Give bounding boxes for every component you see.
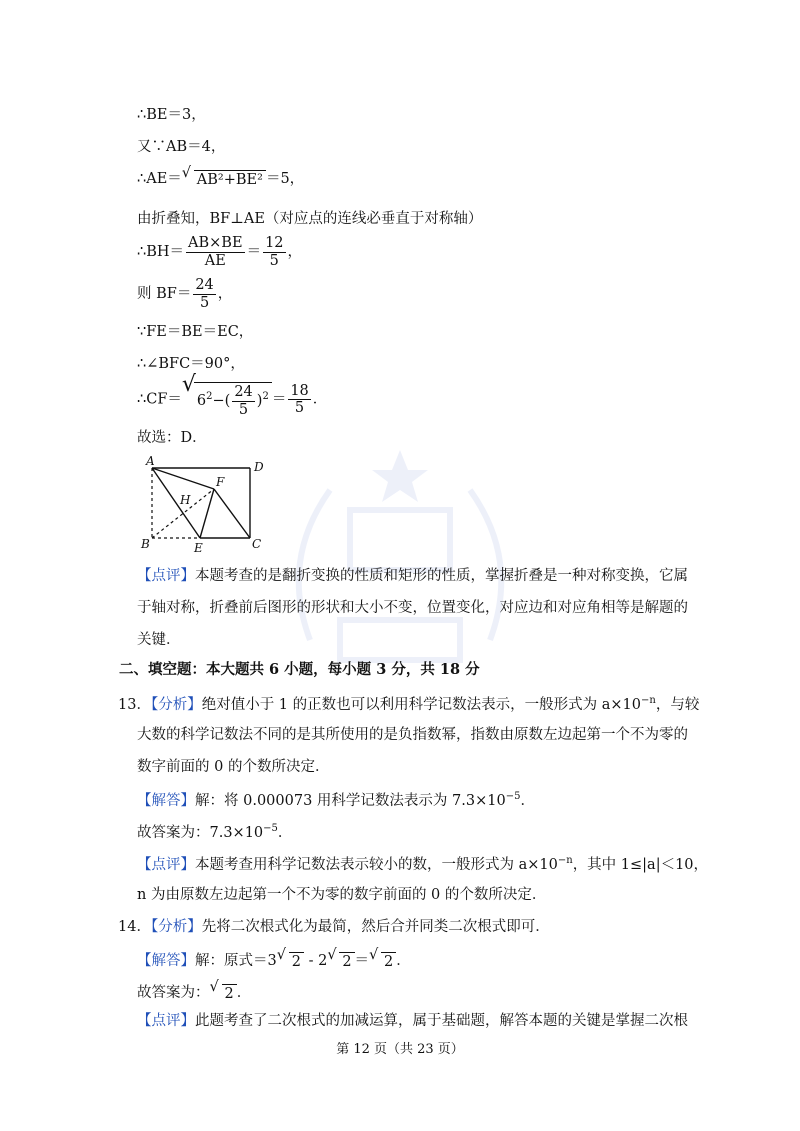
- text: ．: [236, 984, 252, 1001]
- line-ae: [137, 165, 305, 188]
- text: ，其中 1≤|a|＜10，: [572, 856, 709, 873]
- comment-12-line3: 关键．: [137, 632, 181, 648]
- text: 解：原式＝3: [195, 952, 277, 969]
- line-ab: 又∵AB＝4，: [137, 139, 226, 155]
- comment-tag: 【点评】: [137, 568, 195, 584]
- text: −(: [212, 393, 231, 409]
- text: ∴BH＝: [137, 244, 185, 260]
- text: 6: [196, 393, 207, 409]
- line-angle: ∴∠BFC＝90°，: [137, 356, 245, 372]
- text: ): [256, 393, 263, 409]
- comment-tag: 【点评】: [137, 1013, 195, 1029]
- line-cf: [137, 372, 328, 418]
- label-h: H: [180, 493, 191, 507]
- text: - 2: [303, 952, 328, 969]
- numerator: 24: [195, 277, 214, 293]
- q14-analysis-line: [118, 920, 550, 935]
- text: ．: [396, 952, 411, 969]
- numerator: 18: [290, 382, 309, 399]
- text: 本题考查用科学记数法表示较小的数，一般形式为 a×10: [195, 856, 558, 873]
- line-answer: 故选：D．: [137, 430, 207, 446]
- line-bh: [137, 236, 302, 268]
- fraction: [186, 236, 245, 268]
- answer-tag: 【解答】: [137, 952, 195, 969]
- section-heading: 二、填空题：本大题共 6 小题，每小题 3 分，共 18 分: [119, 661, 480, 678]
- denominator: 5: [238, 401, 249, 418]
- sqrt: √ AB²+BE²: [182, 170, 266, 188]
- radicand: AB²+BE²: [194, 170, 266, 188]
- denominator: 5: [199, 294, 210, 311]
- question-number: 14．: [118, 919, 151, 935]
- sqrt: √ 2: [210, 984, 237, 1002]
- line-fe: ∵FE＝BE＝EC，: [137, 324, 254, 340]
- fraction: [263, 236, 285, 268]
- radicand: 2: [289, 952, 304, 970]
- sqrt: √ 2: [277, 952, 304, 970]
- q14-comment-line1: [137, 1014, 688, 1029]
- label-d: D: [254, 460, 264, 474]
- denominator: AE: [204, 252, 226, 269]
- text: ，: [217, 286, 233, 302]
- text: 本题考查的是翻折变换的性质和矩形的性质，掌握折叠是一种对称变换，它属: [195, 568, 688, 584]
- exponent: 2: [262, 391, 269, 403]
- answer-tag: 【解答】: [137, 792, 195, 809]
- line-fold: 由折叠知，BF⊥AE（对应点的连线必垂直于对称轴）: [137, 211, 483, 227]
- text: ，与较: [655, 696, 700, 713]
- denominator: 5: [269, 252, 279, 269]
- exponent: −n: [641, 695, 656, 706]
- text: 则 BF＝: [137, 286, 192, 302]
- text: ＝: [354, 952, 370, 969]
- fraction: [232, 385, 254, 417]
- q14-answer-line2: [137, 979, 252, 1002]
- line-be: ∴BE＝3，: [137, 107, 206, 123]
- exponent: −5: [263, 823, 278, 834]
- q13-comment-line1: [137, 856, 708, 872]
- text: 此题考查了二次根式的加减运算，属于基础题，解答本题的关键是掌握二次根: [195, 1013, 688, 1029]
- text: ．: [312, 391, 328, 408]
- text: ∴CF＝: [137, 391, 182, 408]
- comment-12-line1: [137, 569, 688, 584]
- numerator: AB×BE: [188, 235, 243, 251]
- label-c: C: [252, 537, 262, 551]
- q13-analysis-line1: [118, 696, 699, 712]
- comment-tag: 【点评】: [137, 856, 195, 873]
- q13-analysis-line2: 大数的科学记数法不同的是其所使用的是负指数幂，指数由原数左边起第一个不为零的: [137, 727, 688, 743]
- label-b: B: [141, 537, 150, 551]
- numerator: 12: [265, 235, 284, 251]
- exponent: −5: [505, 791, 521, 802]
- text: ．: [277, 824, 293, 841]
- geometry-figure: [138, 452, 278, 557]
- page-footer: 第 12 页（共 23 页）: [336, 1042, 464, 1057]
- q13-answer-line1: [137, 792, 535, 808]
- radicand: 2: [381, 952, 396, 970]
- radicand: 2: [222, 984, 237, 1002]
- text: 故答案为：7.3×10: [137, 824, 264, 841]
- fraction: [193, 278, 215, 310]
- radicand: 2: [339, 952, 354, 970]
- label-a: A: [146, 454, 155, 468]
- radicand: [194, 382, 272, 417]
- analysis-tag: 【分析】: [150, 919, 202, 935]
- numerator: 24: [234, 384, 253, 400]
- line-bf: [137, 278, 232, 310]
- text: ＝: [246, 244, 262, 260]
- label-f: F: [216, 475, 225, 489]
- comment-12-line2: 于轴对称，折叠前后图形的形状和大小不变，位置变化，对应边和对应角相等是解题的: [137, 600, 688, 616]
- exponent: −n: [557, 855, 573, 866]
- analysis-tag: 【分析】: [150, 696, 202, 713]
- text: 绝对值小于 1 的正数也可以利用科学记数法表示，一般形式为 a×10: [201, 696, 641, 713]
- text: ＝5，: [265, 170, 305, 187]
- text: ∴AE＝: [137, 170, 182, 187]
- q13-answer-line2: [137, 824, 292, 840]
- sqrt: √ 2: [327, 952, 354, 970]
- text: 先将二次根式化为最简，然后合并同类二次根式即可．: [201, 919, 550, 935]
- fraction: [288, 384, 310, 416]
- denominator: 5: [294, 400, 305, 416]
- exponent: 2: [206, 391, 213, 403]
- text: ，: [287, 244, 303, 260]
- text: ．: [520, 792, 535, 809]
- text: 故答案为：: [137, 984, 210, 1001]
- text: ＝: [271, 391, 287, 408]
- sqrt: √ 2: [369, 952, 396, 970]
- label-e: E: [194, 541, 203, 555]
- question-number: 13．: [118, 696, 151, 713]
- text: 解：将 0.000073 用科学记数法表示为 7.3×10: [195, 792, 506, 809]
- q13-analysis-line3: 数字前面的 0 的个数所决定．: [137, 759, 330, 775]
- sqrt: √ $6^2-$( $\frac{24}{5}$ )$^2$: [182, 382, 272, 417]
- q13-comment-line2: n 为由原数左边起第一个不为零的数字前面的 0 的个数所决定．: [137, 887, 547, 903]
- q14-answer-line1: [137, 947, 411, 970]
